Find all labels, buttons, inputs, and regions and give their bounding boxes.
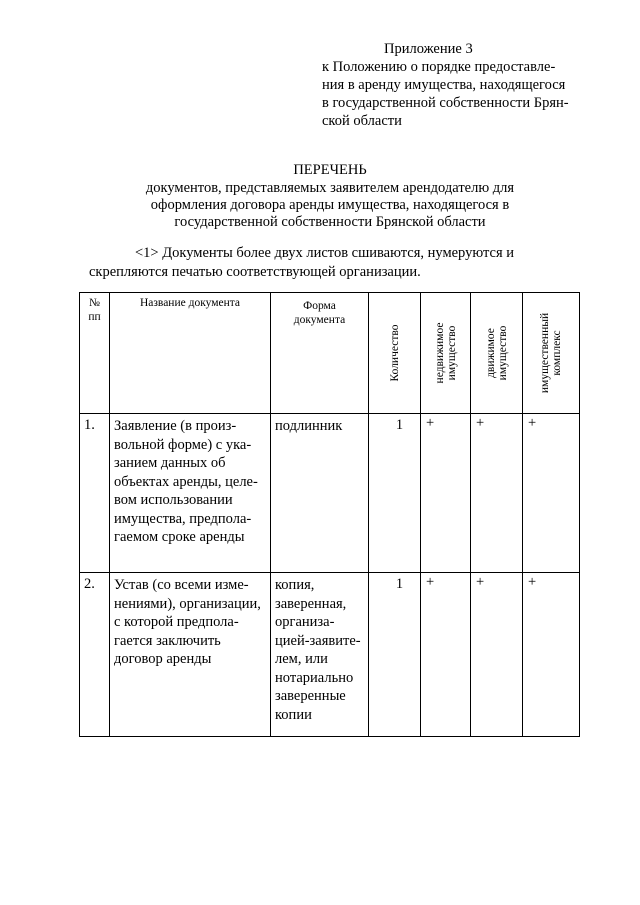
form-line: копия, (275, 577, 315, 593)
footnote-line: <1> Документы более двух листов сшиваются, нумеруются и (135, 245, 515, 261)
header-complex-label (539, 313, 563, 393)
row-number: 1. (80, 414, 110, 573)
form-line: цией-заявите- (275, 632, 361, 649)
appendix-title: Приложение 3 (384, 41, 473, 57)
header-complex-line: комплекс (551, 330, 563, 376)
form-line: организа- (275, 614, 335, 630)
header-quantity (369, 293, 421, 414)
row-document-form (271, 573, 369, 737)
row-realty-mark: + (421, 573, 471, 737)
header-complex-line: имущественный (539, 312, 551, 394)
appendix-line: ния в аренду имущества, находящегося (322, 77, 566, 93)
header-form-label: документа (293, 314, 346, 326)
header-realty-label (434, 323, 458, 384)
document-subtitle-line: государственной собственности Брянской области (174, 214, 486, 230)
name-line: Устав (со всеми изме- (114, 577, 249, 593)
row-quantity: 1 (369, 573, 421, 737)
table-row (80, 414, 580, 573)
header-form (271, 293, 369, 414)
name-line: гается заключить (114, 632, 221, 649)
documents-table (79, 292, 580, 737)
appendix-line: к Положению о порядке предоставле- (322, 59, 556, 75)
name-line: договор аренды (114, 651, 212, 667)
header-movable-line: имущество (496, 325, 509, 381)
form-line: заверенная, (275, 595, 347, 612)
row-quantity: 1 (369, 414, 421, 573)
row-realty-mark: + (421, 414, 471, 573)
table-row (80, 573, 580, 737)
document-subtitle-line: оформления договора аренды имущества, находящегося в (150, 197, 510, 213)
header-pp-label: пп (88, 311, 101, 323)
name-line: нениями), организации, (114, 595, 261, 612)
header-form-label: Форма (303, 300, 336, 312)
appendix-block (322, 40, 592, 130)
header-num-label: № (89, 297, 100, 309)
row-number: 2. (80, 573, 110, 737)
row-movable-mark: + (471, 573, 523, 737)
row-document-name (110, 573, 271, 737)
header-movable-label (485, 326, 509, 381)
table-header-row (80, 293, 580, 414)
row-document-form (271, 414, 369, 573)
header-realty-line: имущество (445, 325, 458, 381)
header-name-label: Название документа (139, 297, 241, 309)
name-line: Заявление (в произ- (114, 418, 237, 434)
row-complex-mark: + (523, 414, 580, 573)
form-line: копии (275, 706, 312, 723)
form-line: заверенные (275, 688, 346, 704)
header-num (80, 293, 110, 414)
form-line: лем, или (275, 651, 328, 667)
row-complex-mark: + (523, 573, 580, 737)
header-name (110, 293, 271, 414)
footnote-line: скрепляются печатью соответствующей организации. (89, 264, 421, 280)
header-quantity-label: Количество (388, 324, 401, 382)
name-line: вольной форме) с ука- (114, 436, 252, 453)
header-movable-line: движимое (484, 328, 497, 378)
name-line: с которой предпола- (114, 614, 239, 630)
form-line: подлинник (275, 418, 343, 434)
name-line: вом использовании (114, 492, 233, 508)
document-subtitle-line: документов, представляемых заявителем арендодателю для (145, 180, 515, 196)
header-realty (421, 293, 471, 414)
header-movable (471, 293, 523, 414)
header-realty-line: недвижимое (433, 322, 446, 384)
name-line: объектах аренды, целе- (114, 473, 258, 490)
name-line: занием данных об (114, 455, 226, 471)
document-title: ПЕРЕЧЕНЬ (293, 162, 367, 178)
row-document-name (110, 414, 271, 573)
row-movable-mark: + (471, 414, 523, 573)
header-complex (523, 293, 580, 414)
appendix-line: ской области (322, 113, 402, 129)
name-line: имущества, предпола- (114, 510, 252, 527)
name-line: гаемом сроке аренды (114, 529, 245, 545)
form-line: нотариально (275, 669, 354, 686)
footnote (89, 244, 559, 282)
appendix-line: в государственной собственности Брян- (322, 95, 569, 111)
